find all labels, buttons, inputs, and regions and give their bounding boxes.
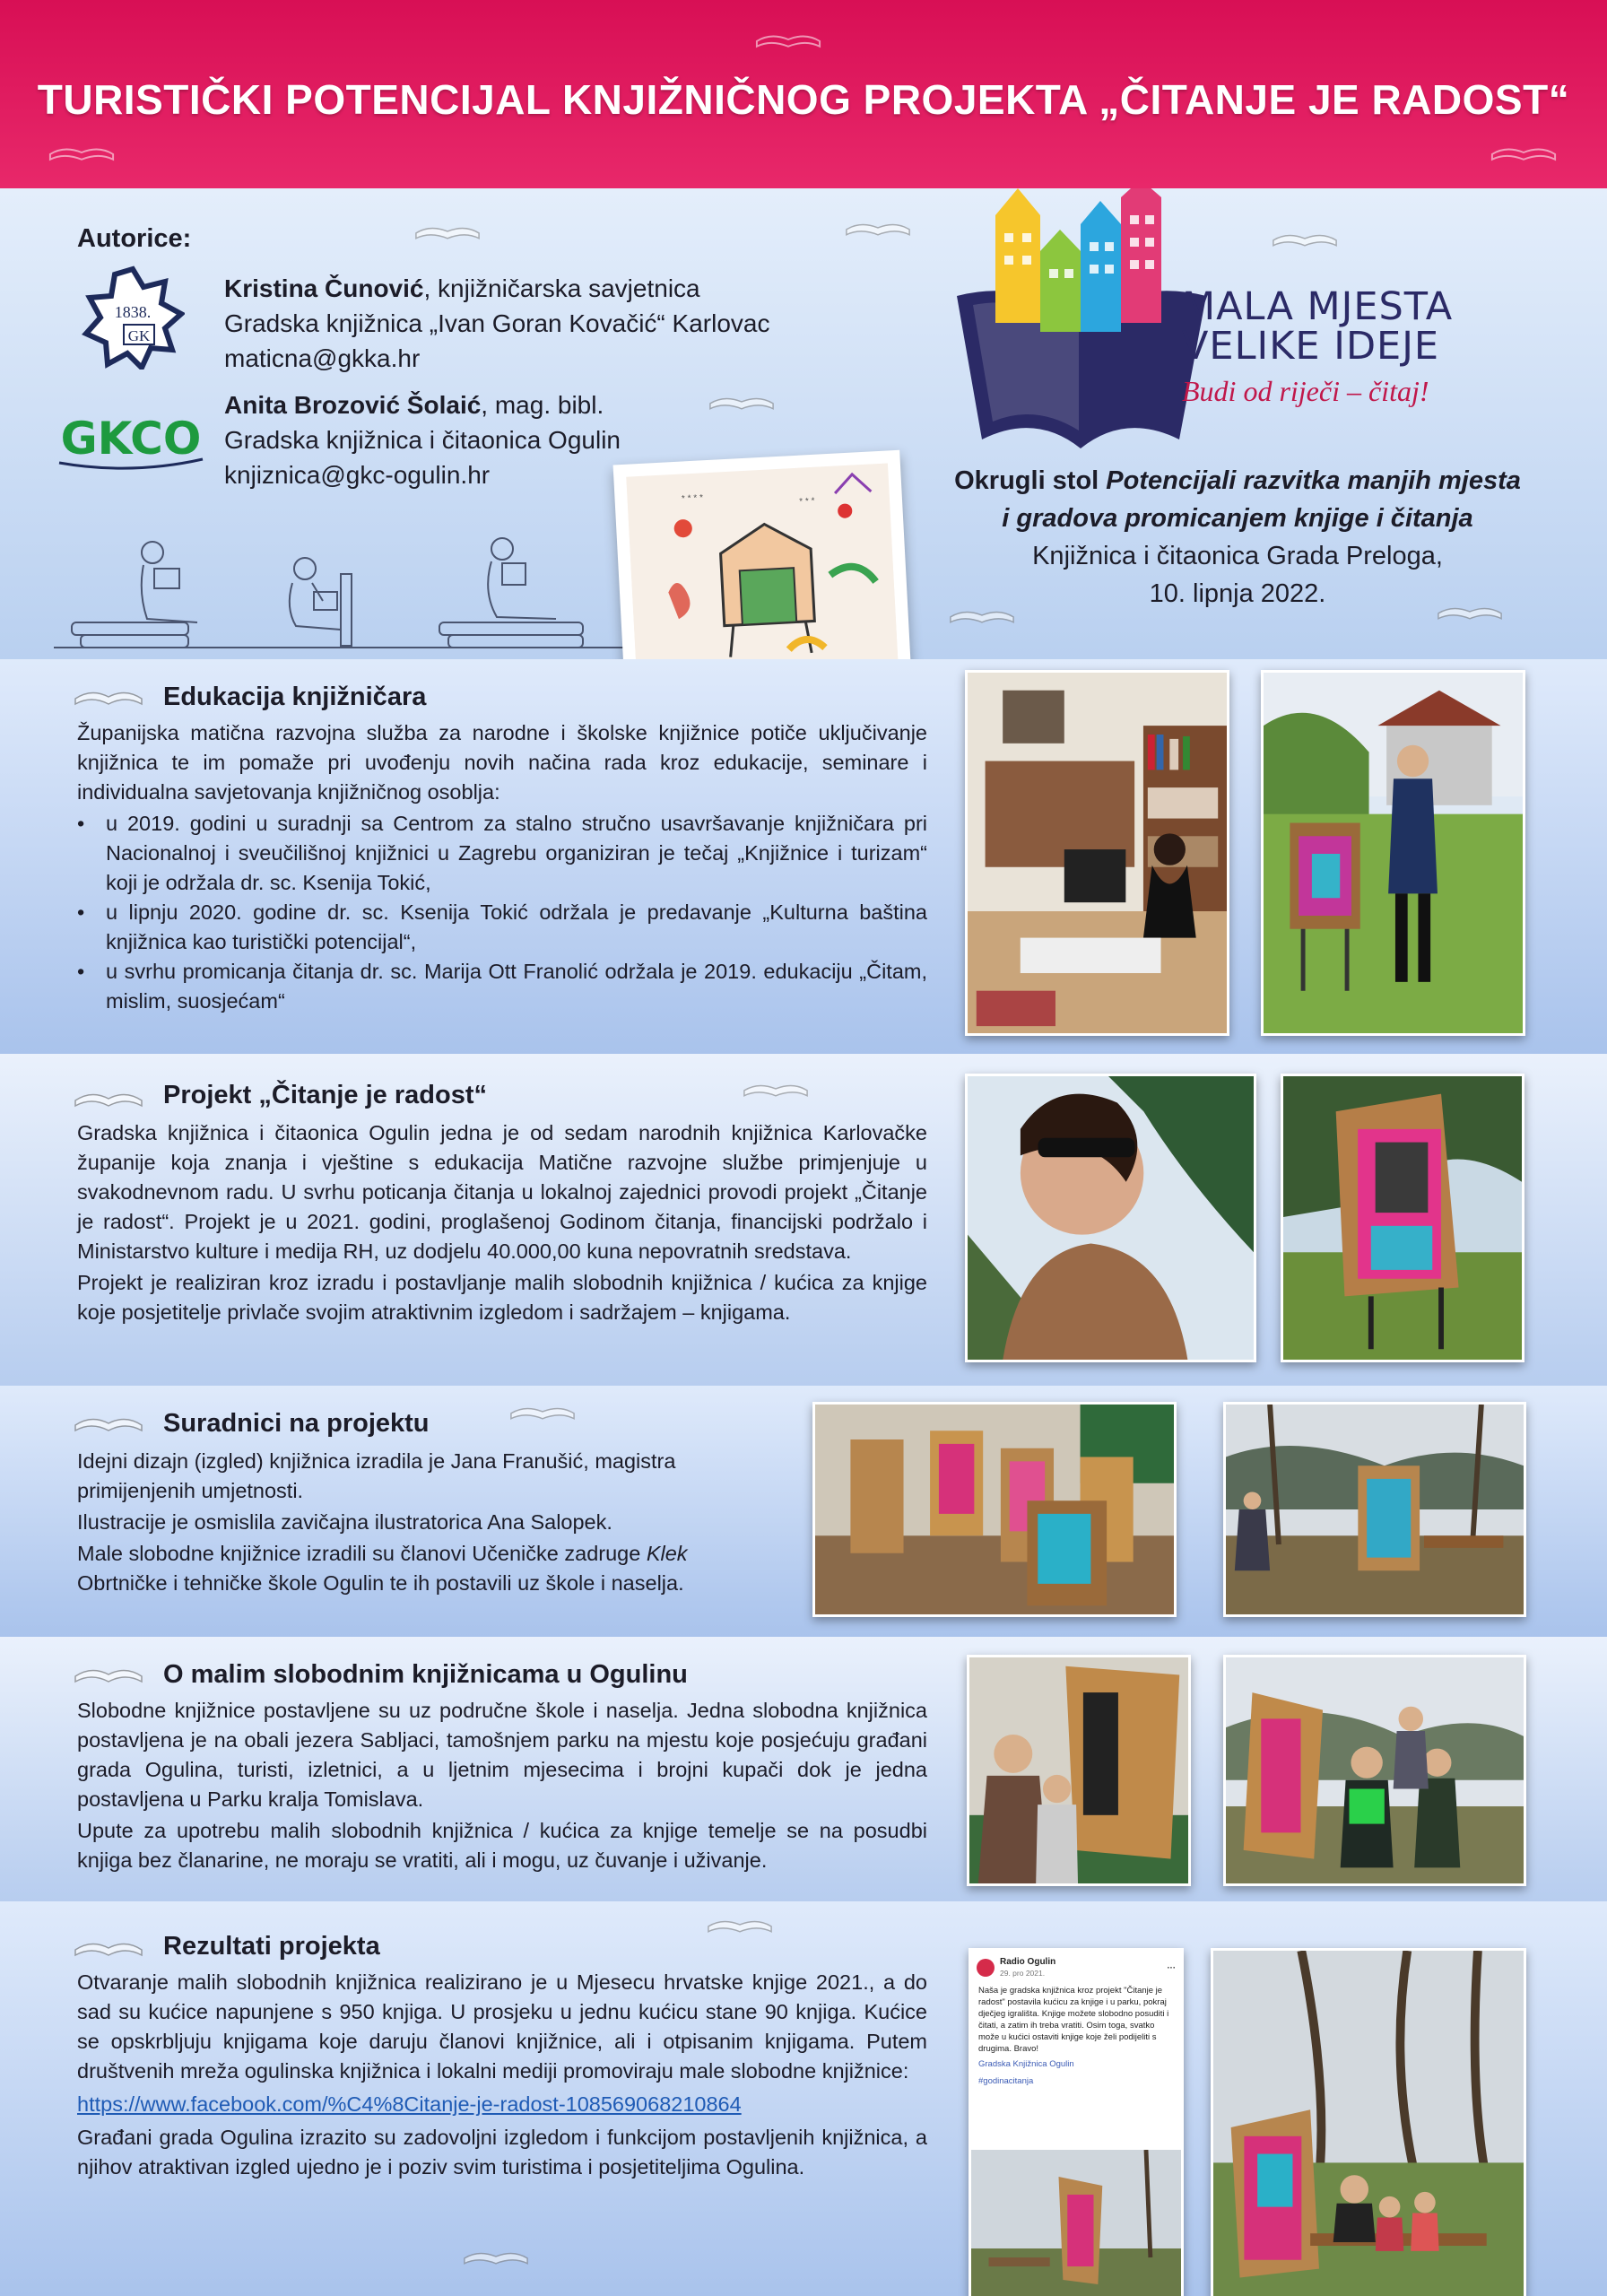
book-doodle-icon — [461, 2240, 531, 2271]
male-paragraph-2: Upute za upotrebu malih slobodnih knjižnica / kućica za knjige temelje se na posudbi knjiga bez članarine, ne moraju se vratiti, ali i mogu, uz čuvanje i uživanje. — [77, 1819, 927, 1872]
logo-line-2: VELIKE IDEJE — [1182, 324, 1440, 369]
projekt-paragraph-1: Gradska knjižnica i čitaonica Ogulin jedna je od sedam narodnih knjižnica Karlovačke županije koja znanja i vještine s edukacija Matične razvojne službe primjenjuje u svakodnevnom radu. U svrhu poticanja čitanja u lokalnoj zajednici provodi projekt „Čitanje je radost“. Projekt je u 2021. godini, proglašenoj Godinom čitanja, financijski podržalo i Ministarstvo kulture i medija RH, uz dodjelu 40.000,00 kuna nepovratnih sredstava. — [77, 1121, 927, 1263]
author-2 — [224, 387, 621, 492]
section-title: Rezultati projekta — [163, 1932, 380, 1961]
fb-post-time: 29. pro 2021. — [1000, 1969, 1046, 1978]
photo-workshop-boxes — [812, 1402, 1177, 1617]
author-1-institution: Gradska knjižnica „Ivan Goran Kovačić“ Karlovac — [224, 309, 770, 337]
fb-post-image — [971, 2150, 1181, 2296]
readers-line-illustration — [54, 529, 628, 655]
author-2-name: Anita Brozović Šolaić — [224, 391, 482, 419]
fb-post-tag: Gradska Knjižnica Ogulin — [978, 2059, 1074, 2069]
rezultati-paragraph-1: Otvaranje malih slobodnih knjižnica realizirano je u Mjesecu hrvatske knjige 2021., a do sad su kućice napunjene s 950 knjiga. U prosjeku u jednu kućicu stane 90 knjiga. Kućice se opskrbljuju knjigama koje daruju članovi knjižnice, ali i otpisanim knjigama. Putem društvenih mreža ogulinska knjižnica i lokalni mediji promoviraju male slobodne knjižnice: — [77, 1970, 927, 2083]
authors-label: Autorice: — [77, 224, 192, 253]
section-text — [77, 1118, 927, 1329]
section-title: Projekt „Čitanje je radost“ — [163, 1081, 487, 1109]
photo-children-at-library — [967, 1655, 1191, 1886]
open-book-icon — [72, 1657, 145, 1689]
male-paragraph-1: Slobodne knjižnice postavljene su uz područne škole i naselja. Jedna slobodna knjižnica postavljena je na obali jezera Sabljaci, tamošnjem parku na mjestu koje posjećuju građani grada Ogulina, turisti, izletnici, a u ljetnim mjesecima i brojni kupači dok je jedna postavljena u Parku kralja Tomislava. — [77, 1699, 927, 1811]
authors-block — [0, 188, 1607, 659]
author-1-email[interactable]: maticna@gkka.hr — [224, 344, 421, 372]
open-book-icon — [72, 1405, 145, 1438]
projekt-paragraph-2: Projekt je realiziran kroz izradu i postavljanje malih slobodnih knjižnica / kućica za knjige koje posjetitelje privlače svojim atraktivnim izgledom i sadržajem – knjigama. — [77, 1271, 927, 1324]
svg-text:1838.: 1838. — [114, 303, 152, 321]
section-text — [77, 1447, 723, 1600]
svg-text:* * * *: * * * * — [681, 492, 704, 505]
suradnici-paragraph-3: Male slobodne knjižnice izradili su članovi Učeničke zadruge Klek Obrtničke i tehničke škole Ogulin te ih postavili uz škole i naselja. — [77, 1542, 688, 1595]
open-book-icon — [72, 679, 145, 711]
logo-line-1: MALA MJESTA — [1182, 284, 1454, 329]
svg-text:* * *: * * * — [799, 496, 815, 508]
event-date: 10. lipnja 2022. — [1149, 579, 1326, 608]
gkco-logo — [50, 404, 212, 484]
gk-karlovac-logo — [81, 265, 185, 370]
event-info — [906, 462, 1569, 613]
photo-little-library-box — [1281, 1074, 1524, 1362]
section-text — [77, 1696, 927, 1877]
photo-library-office — [965, 670, 1229, 1036]
section-text — [77, 1968, 927, 2184]
open-book-icon — [72, 1081, 145, 1113]
rezultati-paragraph-2: Građani grada Ogulina izrazito su zadovoljni izgledom i funkcijom postavljenih knjižnica, a njihov atraktivan izgled ujedno je i poziv svim turistima i posjetiteljima Ogulina. — [77, 2126, 927, 2179]
event-title-2: i gradova promicanjem knjige i čitanja — [1002, 504, 1473, 533]
section-male-knjiznice — [0, 1637, 1607, 1901]
klek-name: Klek — [646, 1542, 688, 1565]
section-text — [77, 718, 927, 1016]
section-title: O malim slobodnim knjižnicama u Ogulinu — [163, 1660, 688, 1689]
book-doodle-icon — [741, 1073, 811, 1103]
photo-family-reading-park — [1211, 1948, 1526, 2296]
fb-post-text: Naša je gradska knjižnica kroz projekt "Čitanje je radost" postavila kućicu za knjige i u parku, pokraj dječjeg igrališta. Knjige možete slobodno posuditi i čitati, a zatim ih treba vratiti. Osim toga, svatko može u kućici ostaviti knjige koje želi podijeliti s drugima. Bravo! — [978, 1986, 1169, 2054]
author-1-role: , knjižničarska savjetnica — [423, 274, 700, 302]
book-doodle-icon — [753, 23, 823, 54]
section-title: Suradnici na projektu — [163, 1409, 430, 1438]
edukacija-bullet-1: • u 2019. godini u suradnji sa Centrom za stalno stručno usavršavanje knjižničara pri Nacionalnoj i sveučilišnoj knjižnici u Zagrebu organiziran je tečaj „Knjižnice i turizam“ koji je održala dr. sc. Ksenija Tokić, — [77, 809, 927, 898]
photo-children-park-library — [1223, 1655, 1526, 1886]
section-title: Edukacija knjižničara — [163, 683, 427, 711]
author-2-role: , mag. bibl. — [481, 391, 604, 419]
book-doodle-icon — [705, 1909, 775, 1939]
suradnici-paragraph-1: Idejni dizajn (izgled) knjižnica izradila je Jana Franušić, magistra primijenjenih umjetnosti. — [77, 1449, 676, 1502]
radio-ogulin-avatar — [977, 1959, 995, 1977]
edukacija-bullet-2: • u lipnju 2020. godine dr. sc. Ksenija Tokić održala je predavanje „Kulturna baština knjižnica kao turistički potencijal“, — [77, 898, 927, 957]
book-doodle-icon — [1489, 136, 1559, 167]
edukacija-bullet-3: • u svrhu promicanja čitanja dr. sc. Marija Ott Franolić održala je 2019. edukaciju „Čitam, mislim, suosjećam“ — [77, 957, 927, 1016]
author-2-email[interactable]: knjiznica@gkc-ogulin.hr — [224, 461, 491, 489]
fb-page-name: Radio Ogulin — [1000, 1957, 1056, 1967]
book-doodle-icon — [843, 212, 913, 242]
book-doodle-icon — [413, 215, 482, 246]
author-1-name: Kristina Čunović — [224, 274, 424, 302]
section-edukacija — [0, 659, 1607, 1054]
section-projekt — [0, 1054, 1607, 1386]
logo-slogan: Budi od riječi – čitaj! — [1182, 375, 1429, 407]
event-prefix: Okrugli stol — [954, 466, 1107, 495]
facebook-link[interactable]: https://www.facebook.com/%C4%8Citanje-je-radost-108569068210864 — [77, 2092, 742, 2116]
author-1 — [224, 271, 769, 376]
fb-post-hashtag: #godinacitanja — [978, 2076, 1034, 2086]
mala-mjesta-title — [1182, 284, 1454, 369]
photo-woman-little-library — [1261, 670, 1525, 1036]
book-doodle-icon — [508, 1396, 578, 1426]
event-place: Knjižnica i čitaonica Grada Preloga, — [1032, 542, 1443, 570]
book-doodle-icon — [1435, 596, 1505, 626]
poster-title: TURISTIČKI POTENCIJAL KNJIŽNIČNOG PROJEKTA „ČITANJE JE RADOST“ — [37, 76, 1570, 123]
event-title-1: Potencijali razvitka manjih mjesta — [1106, 466, 1521, 495]
children-drawing-photo — [613, 450, 912, 693]
svg-text:GKCO: GKCO — [60, 413, 202, 465]
book-doodle-icon — [707, 386, 777, 416]
author-2-institution: Gradska knjižnica i čitaonica Ogulin — [224, 426, 621, 454]
edukacija-intro: Županijska matična razvojna služba za narodne i školske knjižnice potiče uključivanje knjižnica te im pomaže pri uvođenju novih načina rada kroz edukacije, seminare i individualna savjetovanja knjižničnog osoblja: — [77, 721, 927, 804]
book-doodle-icon — [47, 136, 117, 167]
photo-smiling-woman — [965, 1074, 1256, 1362]
book-doodle-icon — [947, 599, 1017, 630]
section-suradnici — [0, 1386, 1607, 1637]
svg-text:GK: GK — [127, 327, 151, 344]
open-book-icon — [72, 1930, 145, 1962]
book-doodle-icon — [1270, 222, 1340, 253]
facebook-post-screenshot — [969, 1948, 1184, 2296]
photo-installing-library — [1223, 1402, 1526, 1617]
suradnici-paragraph-2: Ilustracije je osmislila zavičajna ilustratorica Ana Salopek. — [77, 1510, 612, 1534]
more-options-icon: ··· — [1167, 1962, 1176, 1973]
